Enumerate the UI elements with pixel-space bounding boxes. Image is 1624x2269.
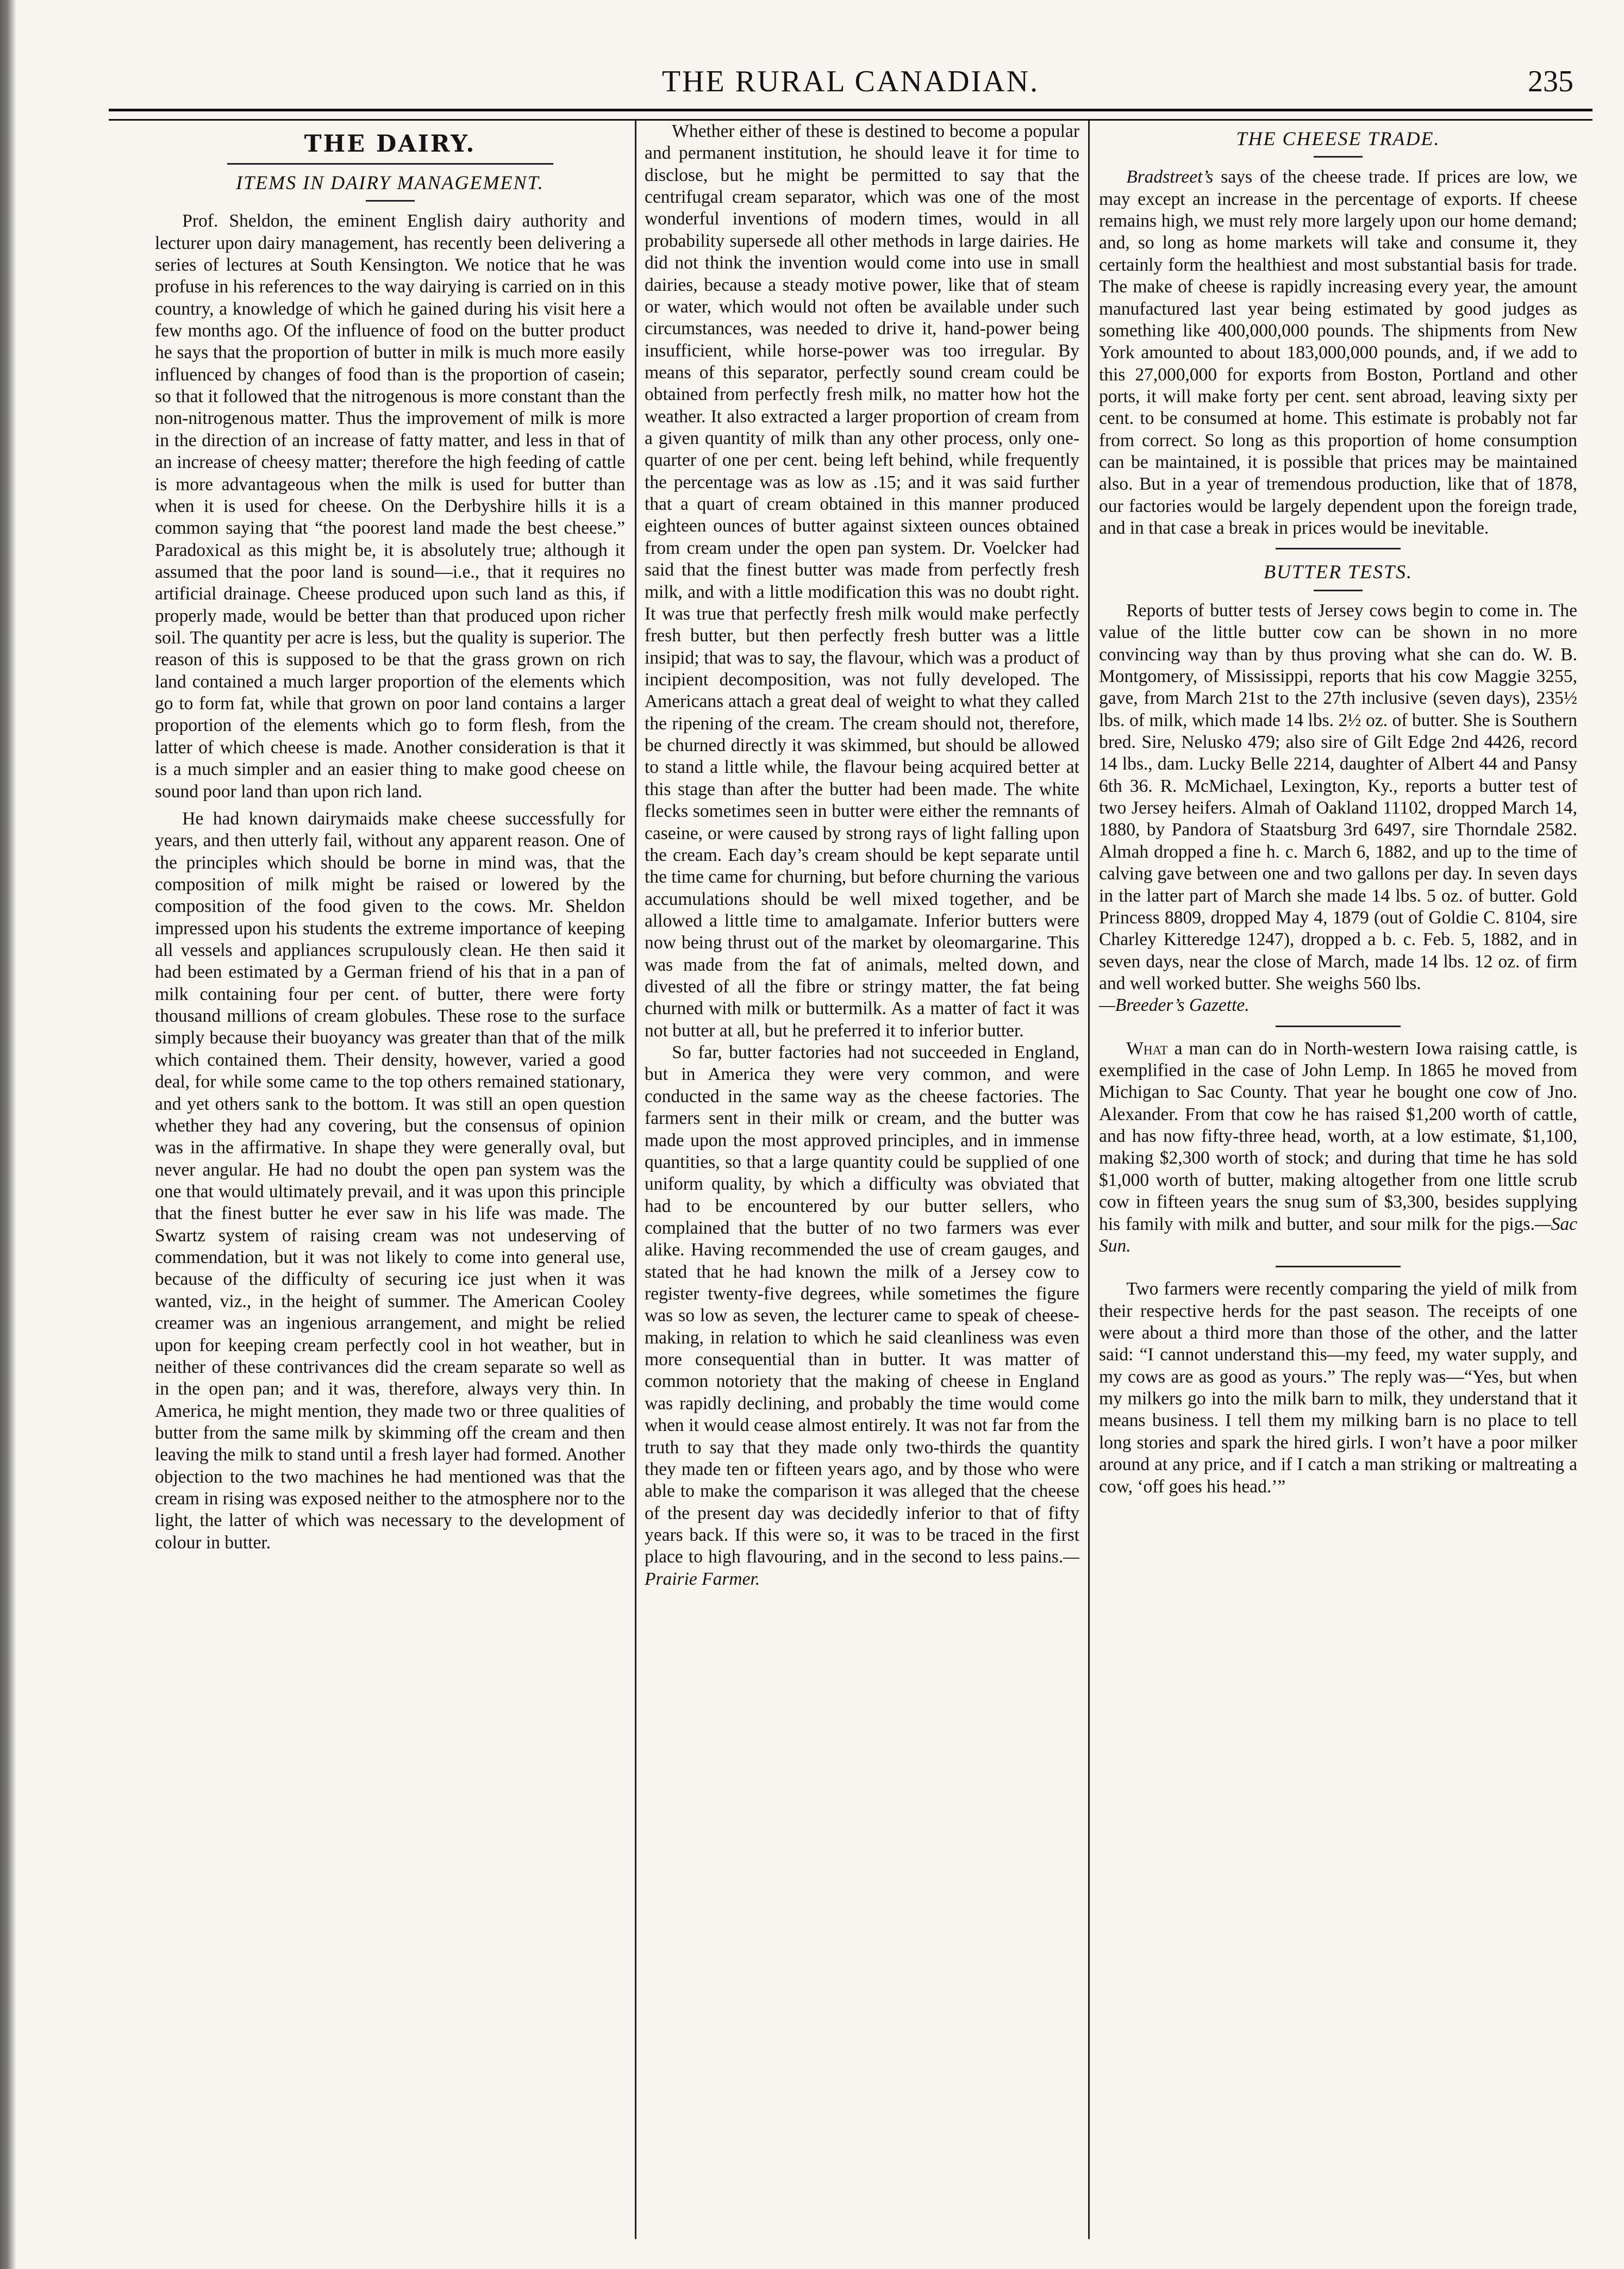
items-rule bbox=[366, 200, 415, 202]
cheese-text: says of the cheese trade. If prices are low, we may except an increase in the percentage of exports. If cheese remains high, we must rely more largely upon our home demand; and, so long as home markets will take and consume it, they certainly form the healthiest and most substantial basis for trade. The make of cheese is rapidly increasing every year, the amount manufactured last year being estimated by good judges as something like 400,000,000 pounds. The shipments from New York amounted to about 183,000,000 pounds, and, if we add to this 27,000,000 for exports from Boston, Portland and other ports, it will make forty per cent. sent abroad, leaving sixty per cent. to be consumed at home. This estimate is probably not far from correct. So long as this proportion of home consumption can be maintained, it is possible that prices may be maintained also. But in a year of tremendous production, like that of 1878, our factories would be largely dependent upon the foreign trade, and in that case a break in prices would be inevitable. bbox=[1099, 167, 1577, 539]
butter-title: BUTTER TESTS. bbox=[1263, 561, 1413, 583]
iowa-end-rule bbox=[1276, 1266, 1401, 1267]
column-3 bbox=[1099, 121, 1577, 2236]
running-head bbox=[120, 64, 1582, 113]
header-double-rule bbox=[109, 109, 1592, 121]
column-1 bbox=[155, 121, 625, 2236]
iowa-paragraph bbox=[1099, 1038, 1577, 1258]
page-binding-edge bbox=[0, 0, 16, 2269]
column-2 bbox=[645, 121, 1079, 2236]
items-paragraph-2: He had known dairymaids make cheese successfully for years, and then utterly fail, without any apparent reason. One of the principles which should be borne in mind was, that the composition of milk might be raised or lowered by the composition of the food given to the cows. Mr. Sheldon impressed upon his students the extreme importance of keeping all vessels and appliances scrupulously clean. He then said it had been estimated by a German friend of his that in a pan of milk containing four per cent. of butter, there were forty thousand millions of cream globules. These rose to the surface simply because their buoyancy was greater than that of the milk which contained them. Their density, however, varied a good deal, for while some came to the top others remained stationary, and yet others sank to the bottom. It was still an open question whether they had any covering, but the consensus of opinion was in the affirmative. In shape they were generally oval, but never angular. He had no doubt the open pan system was the one that would ultimately prevail, and it was upon this principle that the finest butter he ever saw in his life was made. The Swartz system of raising cream was not undeserving of commendation, but it was not likely to come into general use, because of the difficulty of securing ice just when it was wanted, viz., in the height of summer. The American Cooley creamer was an ingenious arrangement, and might be relied upon for keeping cream perfectly cool in hot weather, but in neither of these contrivances did the cream separate so well as in the open pan; and it was, therefore, always very thin. In America, he might mention, they made two or three qualities of butter from the same milk by skimming off the cream and then leaving the milk to stand until a fresh layer had formed. Another objection to the two machines he had mentioned was that the cream in rising was exposed neither to the atmosphere nor to the light, the latter of which was necessary to the development of colour in butter. bbox=[155, 808, 625, 1553]
items-paragraph-1: Prof. Sheldon, the eminent English dairy authority and lecturer upon dairy management, has recently been delivering a series of lectures at South Kensington. We notice that he was profuse in his references to the way dairying is carried on in this country, a knowledge of which he gained during his visit here a few months ago. Of the influence of food on the butter product he says that the proportion of butter in milk is much more easily influenced by changes of food than is the proportion of casein; so that it followed that the nitrogenous is more constant than the non-nitrogenous matter. Thus the improvement of milk is more in the direction of an increase of fatty matter, and less in that of an increase of cheesy matter; therefore the high feeding of cattle is more advantageous when the milk is used for butter than when it is used for cheese. On the Derbyshire hills it is a common saying that “the poorest land made the best cheese.” Paradoxical as this might be, it is absolutely true; although it assumed that the poor land is sound—i.e., that it requires no artificial drainage. Cheese produced upon such land as this, if properly made, would be better than that produced upon richer soil. The quantity per acre is less, but the quality is superior. The reason of this is supposed to be that the grass grown on rich land contained a much larger proportion of the elements which go to form fat, while that grown on poor land contains a larger proportion of the elements which go to form flesh, from the latter of which cheese is made. Another consideration is that it is a much simpler and an easier thing to make good cheese on sound poor land than upon rich land. bbox=[155, 211, 625, 802]
cheese-paragraph bbox=[1099, 166, 1577, 539]
items-title: ITEMS IN DAIRY MANAGEMENT. bbox=[236, 171, 544, 193]
butter-credit: —Breeder’s Gazette. bbox=[1099, 995, 1250, 1016]
items-credit: —Prairie Farmer. bbox=[645, 1547, 1079, 1589]
cheese-end-rule bbox=[1276, 548, 1401, 549]
butter-paragraph: Reports of butter tests of Jersey cows begin to come in. The value of the little butter cow can be shown in no more convincing way than by thus proving what she can do. W. B. Montgomery, of Mississippi, reports that his cow Maggie 3255, gave, from March 21st to the 27th inclusive (seven days), 235½ lbs. of milk, which made 14 lbs. 2½ oz. of butter. She is Southern bred. Sire, Nelusko 479; also sire of Gilt Edge 2nd 4426, record 14 lbs., dam. Lucky Belle 2214, daughter of Albert 44 and Pansy 6th 36. R. McMichael, Lexington, Ky., reports a butter test of two Jersey heifers. Almah of Oakland 11102, dropped March 14, 1880, by Pandora of Staatsburg 3rd 6497, sire Thorndale 2582. Almah dropped a fine h. c. March 6, 1882, and up to the time of calving gave between one and two gallons per day. In seven days in the latter part of March she made 14 lbs. 5 oz. of butter. Gold Princess 8809, dropped May 4, 1879 (out of Goldie C. 8104, sire Charley Kitteredge 1247), dropped a b. c. Feb. 5, 1882, and in seven days, near the close of March, made 14 lbs. 12 oz. of firm and well worked butter. She weighs 560 lbs. bbox=[1099, 600, 1577, 993]
cheese-title: THE CHEESE TRADE. bbox=[1236, 128, 1440, 149]
butter-rule bbox=[1314, 590, 1363, 591]
page-number: 235 bbox=[1528, 65, 1573, 98]
items-paragraph-4-text: So far, butter factories had not succeeded in England, but in America they were very common, and were conducted in the same way as the cheese factories. The farmers sent in their milk or cream, and the butter was made upon the most approved principles, and in immense quantities, so that a large quantity could be supplied of one uniform quality, by which a difficulty was obviated that had to be encountered by our butter sellers, who complained that the butter of no two farmers was ever alike. Having recommended the use of cream gauges, and stated that he had known the milk of a Jersey cow to register twenty-five degrees, while sometimes the figure was so low as seven, the lecturer came to speak of cheese-making, in relation to which he said cleanliness was even more consequential than in butter. It was matter of common notoriety that the making of cheese in England was rapidly declining, and probably the time would come when it would cease almost entirely. It was not far from the truth to say that they made only two-thirds the quantity they made ten or fifteen years ago, and by those who were able to make the comparison it was alleged that the cheese of the present day was decidedly inferior to that of fifty years back. If this were so, it was to be traced in the first place to high flavouring, and in the second to less pains. bbox=[645, 1042, 1079, 1567]
section-title: THE DAIRY. bbox=[304, 130, 476, 158]
farmers-paragraph: Two farmers were recently comparing the yield of milk from their respective herds for the past season. The receipts of one were about a third more than those of the other, and the latter said: “I cannot understand this—my feed, my water supply, and my cows are as good as yours.” The reply was—“Yes, but when my milkers go into the milk barn to milk, they understand that it means business. I tell them my milking barn is no place to tell long stories and spark the hired girls. I won’t have a poor milker around at any price, and if I catch a man striking or maltreating a cow, ‘off goes his head.’” bbox=[1099, 1279, 1577, 1497]
running-title: THE RURAL CANADIAN. bbox=[661, 65, 1040, 98]
cheese-rule bbox=[1314, 156, 1363, 158]
iowa-credit: —Sac Sun. bbox=[1099, 1214, 1577, 1256]
items-paragraph-4 bbox=[645, 1042, 1079, 1590]
iowa-lead: What bbox=[1126, 1038, 1168, 1059]
iowa-text: a man can do in North-western Iowa raising cattle, is exemplified in the case of John Lemp. In 1865 he moved from Michigan to Sac County. That year he bought one cow of Jno. Alexander. From that cow he has raised $1,200 worth of cattle, and has now fifty-three head, worth, at a low estimate, $1,100, making $2,300 worth of stock; and during that time he has sold $1,000 worth of butter, making altogether from one little scrub cow in fifteen years the snug sum of $3,300, besides supplying his family with milk and butter, and sour milk for the pigs. bbox=[1099, 1038, 1577, 1234]
column-rule-1 bbox=[635, 121, 636, 2239]
cheese-source: Bradstreet’s bbox=[1126, 167, 1214, 187]
section-rule bbox=[227, 163, 553, 165]
items-paragraph-3: Whether either of these is destined to become a popular and permanent institution, he should leave it for time to disclose, but he might be permitted to say that the centrifugal cream separator, which was one of the most wonderful inventions of modern times, would in all probability supersede all other methods in large dairies. He did not think the invention would come into use in small dairies, because a steady motive power, like that of steam or water, which would not often be available under such circumstances, was needed to drive it, hand-power being insufficient, while horse-power was too irregular. By means of this separator, perfectly sound cream could be obtained from perfectly fresh milk, no matter how hot the weather. It also extracted a larger proportion of cream from a given quantity of milk than any other process, only one-quarter of one per cent. being left behind, while frequently the percentage was as low as .15; and it was said further that a quart of cream obtained in this manner produced eighteen ounces of butter against sixteen ounces obtained from cream under the open pan system. Dr. Voelcker had said that the finest butter was made from perfectly fresh milk, and with a little modification this was no doubt right. It was true that perfectly fresh milk would make perfectly fresh butter, but then perfectly fresh butter was a little insipid; that was to say, the flavour, which was a product of incipient decomposition, was not fully developed. The Americans attach a great deal of weight to what they called the ripening of the cream. The cream should not, therefore, be churned directly it was skimmed, but should be allowed to stand a little while, the flavour being acquired better at this stage than after the butter had been made. The white flecks sometimes seen in butter were either the remnants of caseine, or were caused by strong rays of light falling upon the cream. Each day’s cream should be kept separate until the time came for churning, but before churning the various accumulations should be well mixed together, and be allowed a little time to amalgamate. Inferior butters were now being thrust out of the market by oleomargarine. This was made from the fat of animals, melted down, and divested of all the fibre or stringy matter, the fat being churned with milk or buttermilk. As a matter of fact it was not butter at all, but he preferred it to inferior butter. bbox=[645, 121, 1079, 1041]
column-rule-2 bbox=[1088, 121, 1090, 2239]
butter-end-rule bbox=[1276, 1026, 1401, 1027]
